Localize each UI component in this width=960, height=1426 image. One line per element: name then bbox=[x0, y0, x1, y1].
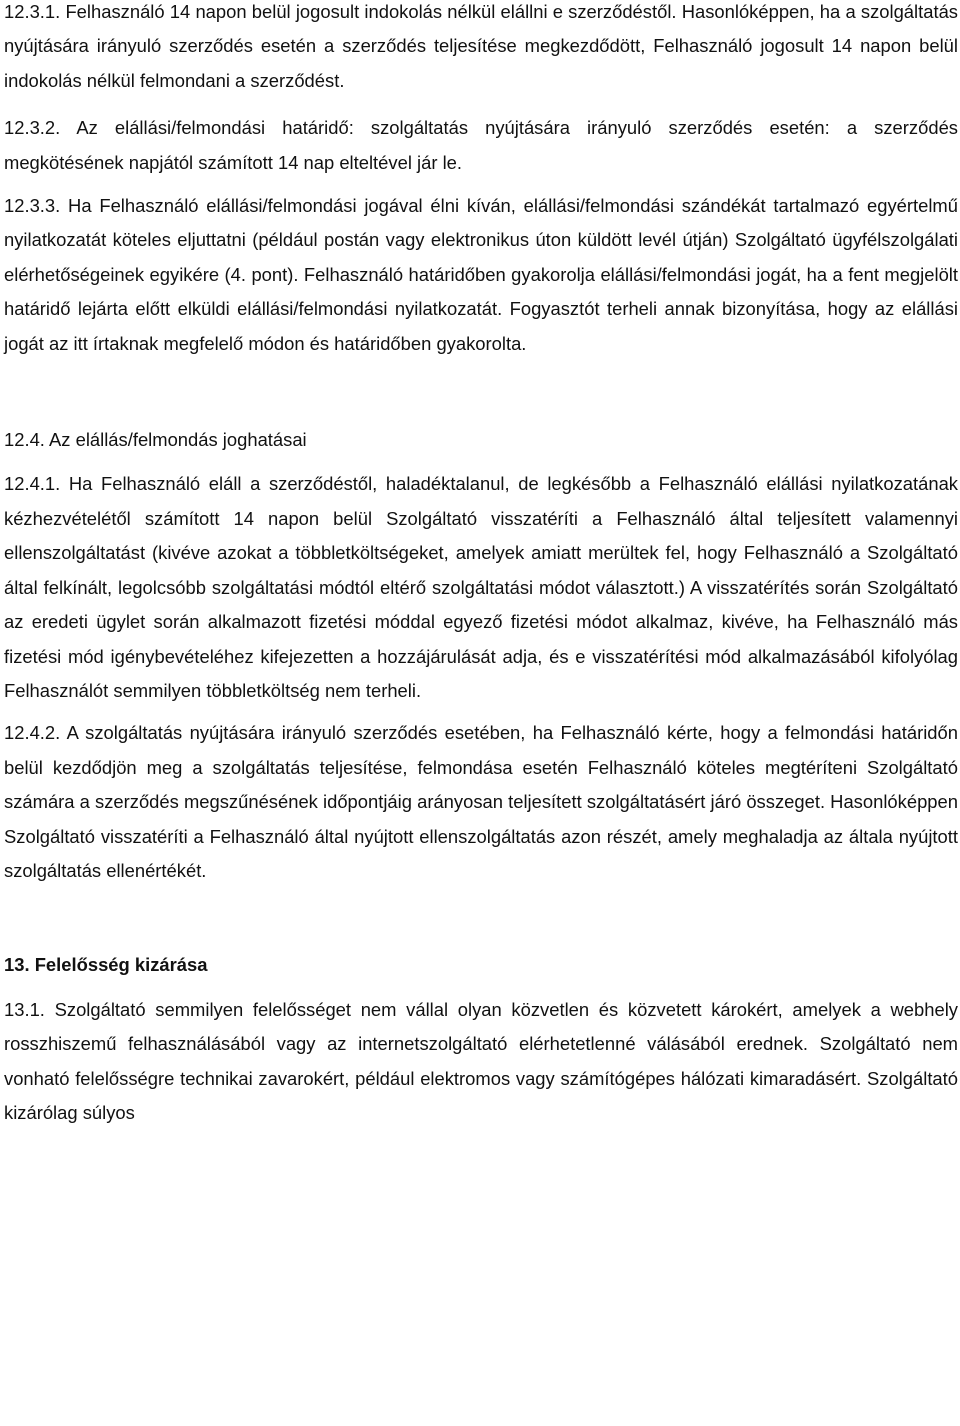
paragraph-12-3-2 bbox=[4, 111, 958, 180]
paragraph-number: 12.3.3. bbox=[4, 195, 61, 217]
document-page bbox=[4, 0, 958, 1130]
paragraph-number: 12.4.1. bbox=[4, 473, 61, 495]
paragraph-12-4-2 bbox=[4, 716, 958, 888]
section-title: Az elállás/felmondás joghatásai bbox=[49, 429, 307, 451]
section-heading-12-4 bbox=[4, 423, 958, 457]
paragraph-text: Ha Felhasználó eláll a szerződéstől, haladéktalanul, de legkésőbb a Felhasználó elállási nyilatkozatának kézhezvételétől számított 14 napon belül Szolgáltató visszatéríti a Felhasználó által teljesített valamennyi ellenszolgáltatást (kivéve azokat a többletköltségeket, amelyek amiatt merültek fel, hogy Felhasználó a Szolgáltató által felkínált, legolcsóbb szolgáltatási módtól eltérő szolgáltatási módot választott.) A visszatérítés során Szolgáltató az eredeti ügylet során alkalmazott fizetési móddal egyező fizetési módot alkalmaz, kivéve, ha Felhasználó más fizetési mód igénybevételéhez kifejezetten a hozzájárulását adja, és e visszatérítési mód alkalmazásából kifolyólag Felhasználót semmilyen többletköltség nem terheli. bbox=[4, 473, 958, 701]
paragraph-number: 13.1. bbox=[4, 998, 45, 1020]
chapter-heading-13 bbox=[4, 948, 958, 982]
paragraph-text: A szolgáltatás nyújtására irányuló szerződés esetében, ha Felhasználó kérte, hogy a felmondási határidőn belül kezdődjön meg a szolgáltatás teljesítése, felmondása esetén Felhasználó köteles megtéríteni Szolgáltató számára a szerződés megszűnésének időpontjáig arányosan teljesített szolgáltatásért járó összeget. Hasonlóképpen Szolgáltató visszatéríti a Felhasználó által nyújtott ellenszolgáltatás azon részét, amely meghaladja az általa nyújtott szolgáltatás ellenértékét. bbox=[4, 722, 958, 881]
paragraph-text: Szolgáltató semmilyen felelősséget nem vállal olyan közvetlen és közvetett károkért, amelyek a webhely rosszhiszemű felhasználásából vagy az internetszolgáltató elérhetetlenné válásából erednek. Szolgáltató nem vonható felelősségre technikai zavarokért, például elektromos vagy számítógépes hálózati kimaradásért. Szolgáltató kizárólag súlyos bbox=[4, 998, 958, 1123]
paragraph-number: 12.3.2. bbox=[4, 117, 61, 139]
chapter-title: Felelősség kizárása bbox=[34, 954, 208, 976]
paragraph-12-3-3 bbox=[4, 189, 958, 361]
chapter-number: 13. bbox=[4, 954, 30, 976]
paragraph-13-1 bbox=[4, 993, 958, 1131]
paragraph-number: 12.3.1. bbox=[4, 1, 61, 22]
paragraph-text: Felhasználó 14 napon belül jogosult indokolás nélkül elállni e szerződéstől. Hasonlóképpen, ha a szolgáltatás nyújtására irányuló szerződés esetén a szerződés teljesítése megkezdődött, Felhasználó jogosult 14 napon belül indokolás nélkül felmondani a szerződést. bbox=[4, 1, 958, 91]
paragraph-text: Ha Felhasználó elállási/felmondási jogával élni kíván, elállási/felmondási szándékát tartalmazó egyértelmű nyilatkozatát köteles eljuttatni (például postán vagy elektronikus úton küldött levél útján) Szolgáltató ügyfélszolgálati elérhetőségeinek egyikére (4. pont). Felhasználó határidőben gyakorolja elállási/felmondási jogát, ha a fent megjelölt határidő lejárta előtt elküldi elállási/felmondási nyilatkozatát. Fogyasztót terheli annak bizonyítása, hogy az elállási jogát az itt írtaknak megfelelő módon és határidőben gyakorolta. bbox=[4, 195, 958, 354]
paragraph-text: Az elállási/felmondási határidő: szolgáltatás nyújtására irányuló szerződés esetén: a szerződés megkötésének napjától számított 14 nap elteltével jár le. bbox=[4, 117, 958, 173]
paragraph-12-3-1 bbox=[4, 0, 958, 98]
section-number: 12.4. bbox=[4, 429, 45, 451]
paragraph-12-4-1 bbox=[4, 467, 958, 708]
paragraph-number: 12.4.2. bbox=[4, 722, 61, 744]
